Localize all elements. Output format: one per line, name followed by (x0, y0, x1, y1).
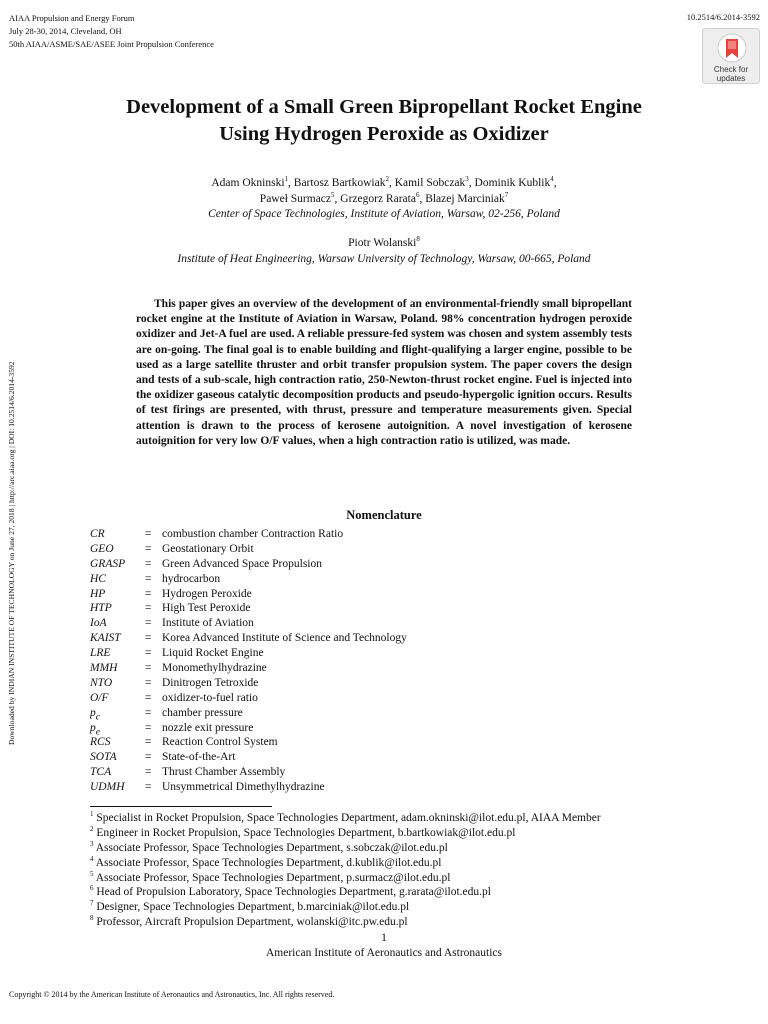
author-sup: 6 (415, 190, 420, 199)
doi-label: 10.2514/6.2014-3592 (686, 12, 760, 22)
footnote (90, 900, 601, 915)
nomenclature-row (90, 572, 407, 587)
download-watermark: Downloaded by INDIAN INSTITUTE OF TECHNOLOGY on June 27, 2018 | http://arc.aiaa.org | DOI: 10.2514/6.2014-3592 (7, 361, 16, 745)
nomenclature-equals: = (145, 602, 152, 615)
author-name: Dominik Kublik (474, 177, 551, 189)
author-sup: 8 (416, 235, 420, 244)
check-for-updates-button[interactable] (702, 28, 760, 84)
affiliation-2: Institute of Heat Engineering, Warsaw University of Technology, Warsaw, 00-665, Poland (177, 252, 591, 265)
footnote-marker: 3 (90, 839, 94, 848)
nomenclature-term: KAIST (90, 632, 121, 645)
abstract: This paper gives an overview of the development of an environmental-friendly small bipropellant rocket engine at the Institute of Aviation in Warsaw, Poland. 98% concentration hydrogen peroxide oxidizer and Jet-A fuel are used. A reliable pressure-fed system was chosen and system assembly tests are on-going. The final goal is to enable building and flight-qualifying a larger engine, possible to be used as a large satellite thruster and orbit transfer propulsion system. The paper covers the design and tests of a sub-scale, high contraction ratio, 250-Newton-thrust rocket engine. Fuel is injected into the oxidizer gaseous catalytic decomposition products and pseudo-hypergolic ignition occurs. Results of test firings are presented, with thrust, pressure and temperature measurements given. Special attention is drawn to the process of kerosene autoignition. A novel investigation of kerosene autoignition for very low O/F values, when a high contraction ratio is utilized, was made. (136, 298, 632, 447)
nomenclature-equals: = (145, 587, 152, 600)
nomenclature-term: HC (90, 572, 106, 585)
nomenclature-row (90, 706, 407, 721)
footnote-marker: 8 (90, 914, 94, 923)
nomenclature-equals: = (145, 632, 152, 645)
paper-title (60, 94, 708, 148)
nomenclature-row (90, 587, 407, 602)
nomenclature-row (90, 661, 407, 676)
author-name: Blazej Marciniak (425, 192, 505, 205)
footnote-marker: 7 (90, 899, 94, 908)
nomenclature-row (90, 557, 407, 572)
footnote-marker: 1 (90, 810, 94, 819)
nomenclature-equals: = (145, 766, 152, 779)
page-number: 1 (381, 932, 387, 944)
author-sup: 7 (504, 190, 509, 199)
footnote-text: Specialist in Rocket Propulsion, Space Technologies Department, adam.okninski@ilot.edu.pl, AIAA Member (96, 812, 601, 824)
footnote-text: Engineer in Rocket Propulsion, Space Technologies Department, b.bartkowiak@ilot.edu.pl (96, 826, 516, 839)
author-block (100, 176, 668, 223)
nomenclature-row (90, 780, 407, 795)
nomenclature-row (90, 601, 407, 616)
nomenclature-equals: = (145, 617, 152, 630)
nomenclature-definition: Institute of Aviation (162, 617, 254, 630)
author-sup: 4 (550, 175, 554, 184)
footnote-text: Associate Professor, Space Technologies Department, d.kublik@ilot.edu.pl (95, 856, 442, 869)
nomenclature-term: NTO (90, 676, 113, 689)
copyright-notice: Copyright © 2014 by the American Institute of Aeronautics and Astronautics, Inc. All rights reserved. (9, 990, 335, 999)
nomenclature-definition: Hydrogen Peroxide (162, 587, 252, 600)
nomenclature-definition: High Test Peroxide (162, 602, 251, 615)
badge-line-2: updates (716, 74, 746, 83)
author-line-1: Adam Okninski$^1$, Bartosz Bartkowiak$^2$, Kamil Sobczak$^3$, Dominik Kublik$^4$, (211, 175, 557, 189)
footnote-text: Professor, Aircraft Propulsion Department, wolanski@itc.pw.edu.pl (96, 916, 408, 929)
nomenclature-term: HTP (90, 602, 112, 615)
nomenclature-equals: = (145, 781, 152, 794)
nomenclature-definition: chamber pressure (162, 706, 243, 719)
author-name: Piotr Wolanski (348, 237, 417, 249)
nomenclature-equals: = (145, 647, 152, 660)
nomenclature-definition: nozzle exit pressure (162, 721, 254, 734)
page-footer: American Institute of Aeronautics and Astronautics (265, 947, 502, 959)
nomenclature-equals: = (145, 542, 152, 555)
nomenclature-row (90, 676, 407, 691)
author-name: Bartosz Bartkowiak (293, 177, 386, 189)
nomenclature-definition: State-of-the-Art (162, 751, 236, 764)
nomenclature-equals: = (145, 676, 152, 689)
nomenclature-definition: hydrocarbon (162, 572, 221, 585)
author-name: Kamil Sobczak (394, 177, 466, 189)
nomenclature-definition: Thrust Chamber Assembly (162, 766, 286, 779)
nomenclature-definition: Geostationary Orbit (162, 542, 254, 555)
nomenclature-row (90, 721, 407, 736)
nomenclature-list (90, 527, 407, 795)
nomenclature-definition: Monomethylhydrazine (162, 662, 267, 675)
nomenclature-equals: = (145, 557, 152, 570)
author-name: Adam Okninski (211, 177, 285, 189)
conference-name: AIAA Propulsion and Energy Forum (9, 13, 135, 23)
footnote-text: Designer, Space Technologies Department, b.marciniak@ilot.edu.pl (96, 901, 410, 914)
footnote (90, 871, 601, 886)
footnote-marker: 6 (90, 884, 94, 893)
footnote-list (90, 811, 601, 930)
author-sup: 2 (385, 175, 389, 184)
conference-date: July 28-30, 2014, Cleveland, OH (9, 26, 122, 36)
nomenclature-term: UDMH (90, 781, 125, 794)
nomenclature-term: SOTA (90, 751, 117, 764)
nomenclature-equals: = (145, 528, 152, 540)
author-sup: 1 (284, 175, 289, 184)
bookmark-icon (715, 32, 749, 64)
nomenclature-definition: oxidizer-to-fuel ratio (162, 691, 258, 704)
nomenclature-equals: = (145, 691, 152, 704)
conference-full-name: 50th AIAA/ASME/SAE/ASEE Joint Propulsion Conference (9, 39, 214, 49)
footnote (90, 826, 601, 841)
nomenclature-row (90, 750, 407, 765)
nomenclature-row (90, 527, 407, 542)
nomenclature-term: TCA (90, 766, 112, 779)
footnote-marker: 4 (90, 854, 94, 863)
nomenclature-term: CR (90, 528, 105, 540)
nomenclature-term: MMH (90, 662, 118, 675)
nomenclature-definition: combustion chamber Contraction Ratio (162, 528, 344, 540)
footnote-text: Head of Propulsion Laboratory, Space Technologies Department, g.rarata@ilot.edu.pl (96, 886, 491, 899)
nomenclature-equals: = (145, 736, 152, 749)
author-name: Grzegorz Rarata (340, 192, 416, 205)
nomenclature-equals: = (145, 751, 152, 764)
nomenclature-term: $p_c$ (90, 706, 101, 722)
nomenclature-term: IoA (90, 617, 107, 630)
footnote-marker: 2 (90, 825, 94, 834)
nomenclature-term: GEO (90, 542, 114, 555)
nomenclature-definition: Dinitrogen Tetroxide (162, 676, 259, 689)
nomenclature-equals: = (145, 572, 152, 585)
footnote (90, 811, 601, 826)
footnote (90, 841, 601, 856)
nomenclature-row (90, 735, 407, 750)
footnote (90, 856, 601, 871)
nomenclature-term: O/F (90, 691, 109, 704)
nomenclature-term: RCS (90, 736, 111, 749)
author-sup: 5 (331, 190, 335, 199)
nomenclature-row (90, 616, 407, 631)
nomenclature-row (90, 646, 407, 661)
nomenclature-heading: Nomenclature (346, 508, 422, 522)
author-name: Paweł Surmacz (259, 192, 332, 205)
nomenclature-definition: Unsymmetrical Dimethylhydrazine (162, 781, 325, 794)
author-block-2 (100, 236, 668, 267)
nomenclature-term: HP (90, 587, 106, 600)
nomenclature-equals: = (145, 706, 152, 719)
footnote-text: Associate Professor, Space Technologies Department, p.surmacz@ilot.edu.pl (95, 871, 451, 884)
footnote-divider (90, 806, 272, 807)
nomenclature-definition: Korea Advanced Institute of Science and Technology (162, 632, 407, 645)
nomenclature-row (90, 542, 407, 557)
author-sup: 3 (465, 175, 469, 184)
footnote-marker: 5 (90, 869, 94, 878)
nomenclature-term: GRASP (90, 557, 126, 570)
author-line-2: Paweł Surmacz$^5$, Grzegorz Rarata$^6$, Blazej Marciniak$^7$ (259, 190, 509, 205)
nomenclature-equals: = (145, 662, 152, 675)
nomenclature-row (90, 691, 407, 706)
nomenclature-definition: Green Advanced Space Propulsion (162, 557, 323, 570)
nomenclature-term: $p_e$ (90, 721, 101, 737)
conference-header (9, 12, 214, 51)
nomenclature-term: LRE (90, 647, 111, 660)
title-line-1: Development of a Small Green Bipropellant Rocket Engine (126, 96, 642, 118)
footnote (90, 915, 601, 930)
nomenclature-definition: Liquid Rocket Engine (162, 647, 264, 660)
term-subscript: e (95, 725, 101, 737)
nomenclature-row (90, 631, 407, 646)
nomenclature-equals: = (145, 721, 152, 734)
footnote-text: Associate Professor, Space Technologies Department, s.sobczak@ilot.edu.pl (95, 841, 448, 854)
author-line-3 (100, 236, 668, 252)
nomenclature-definition: Reaction Control System (162, 736, 278, 749)
nomenclature-row (90, 765, 407, 780)
affiliation-1: Center of Space Technologies, Institute of Aviation, Warsaw, 02-256, Poland (208, 208, 560, 220)
footnote (90, 885, 601, 900)
title-line-2: Using Hydrogen Peroxide as Oxidizer (219, 123, 549, 145)
badge-line-1: Check for (713, 65, 749, 74)
term-subscript: c (95, 710, 101, 722)
